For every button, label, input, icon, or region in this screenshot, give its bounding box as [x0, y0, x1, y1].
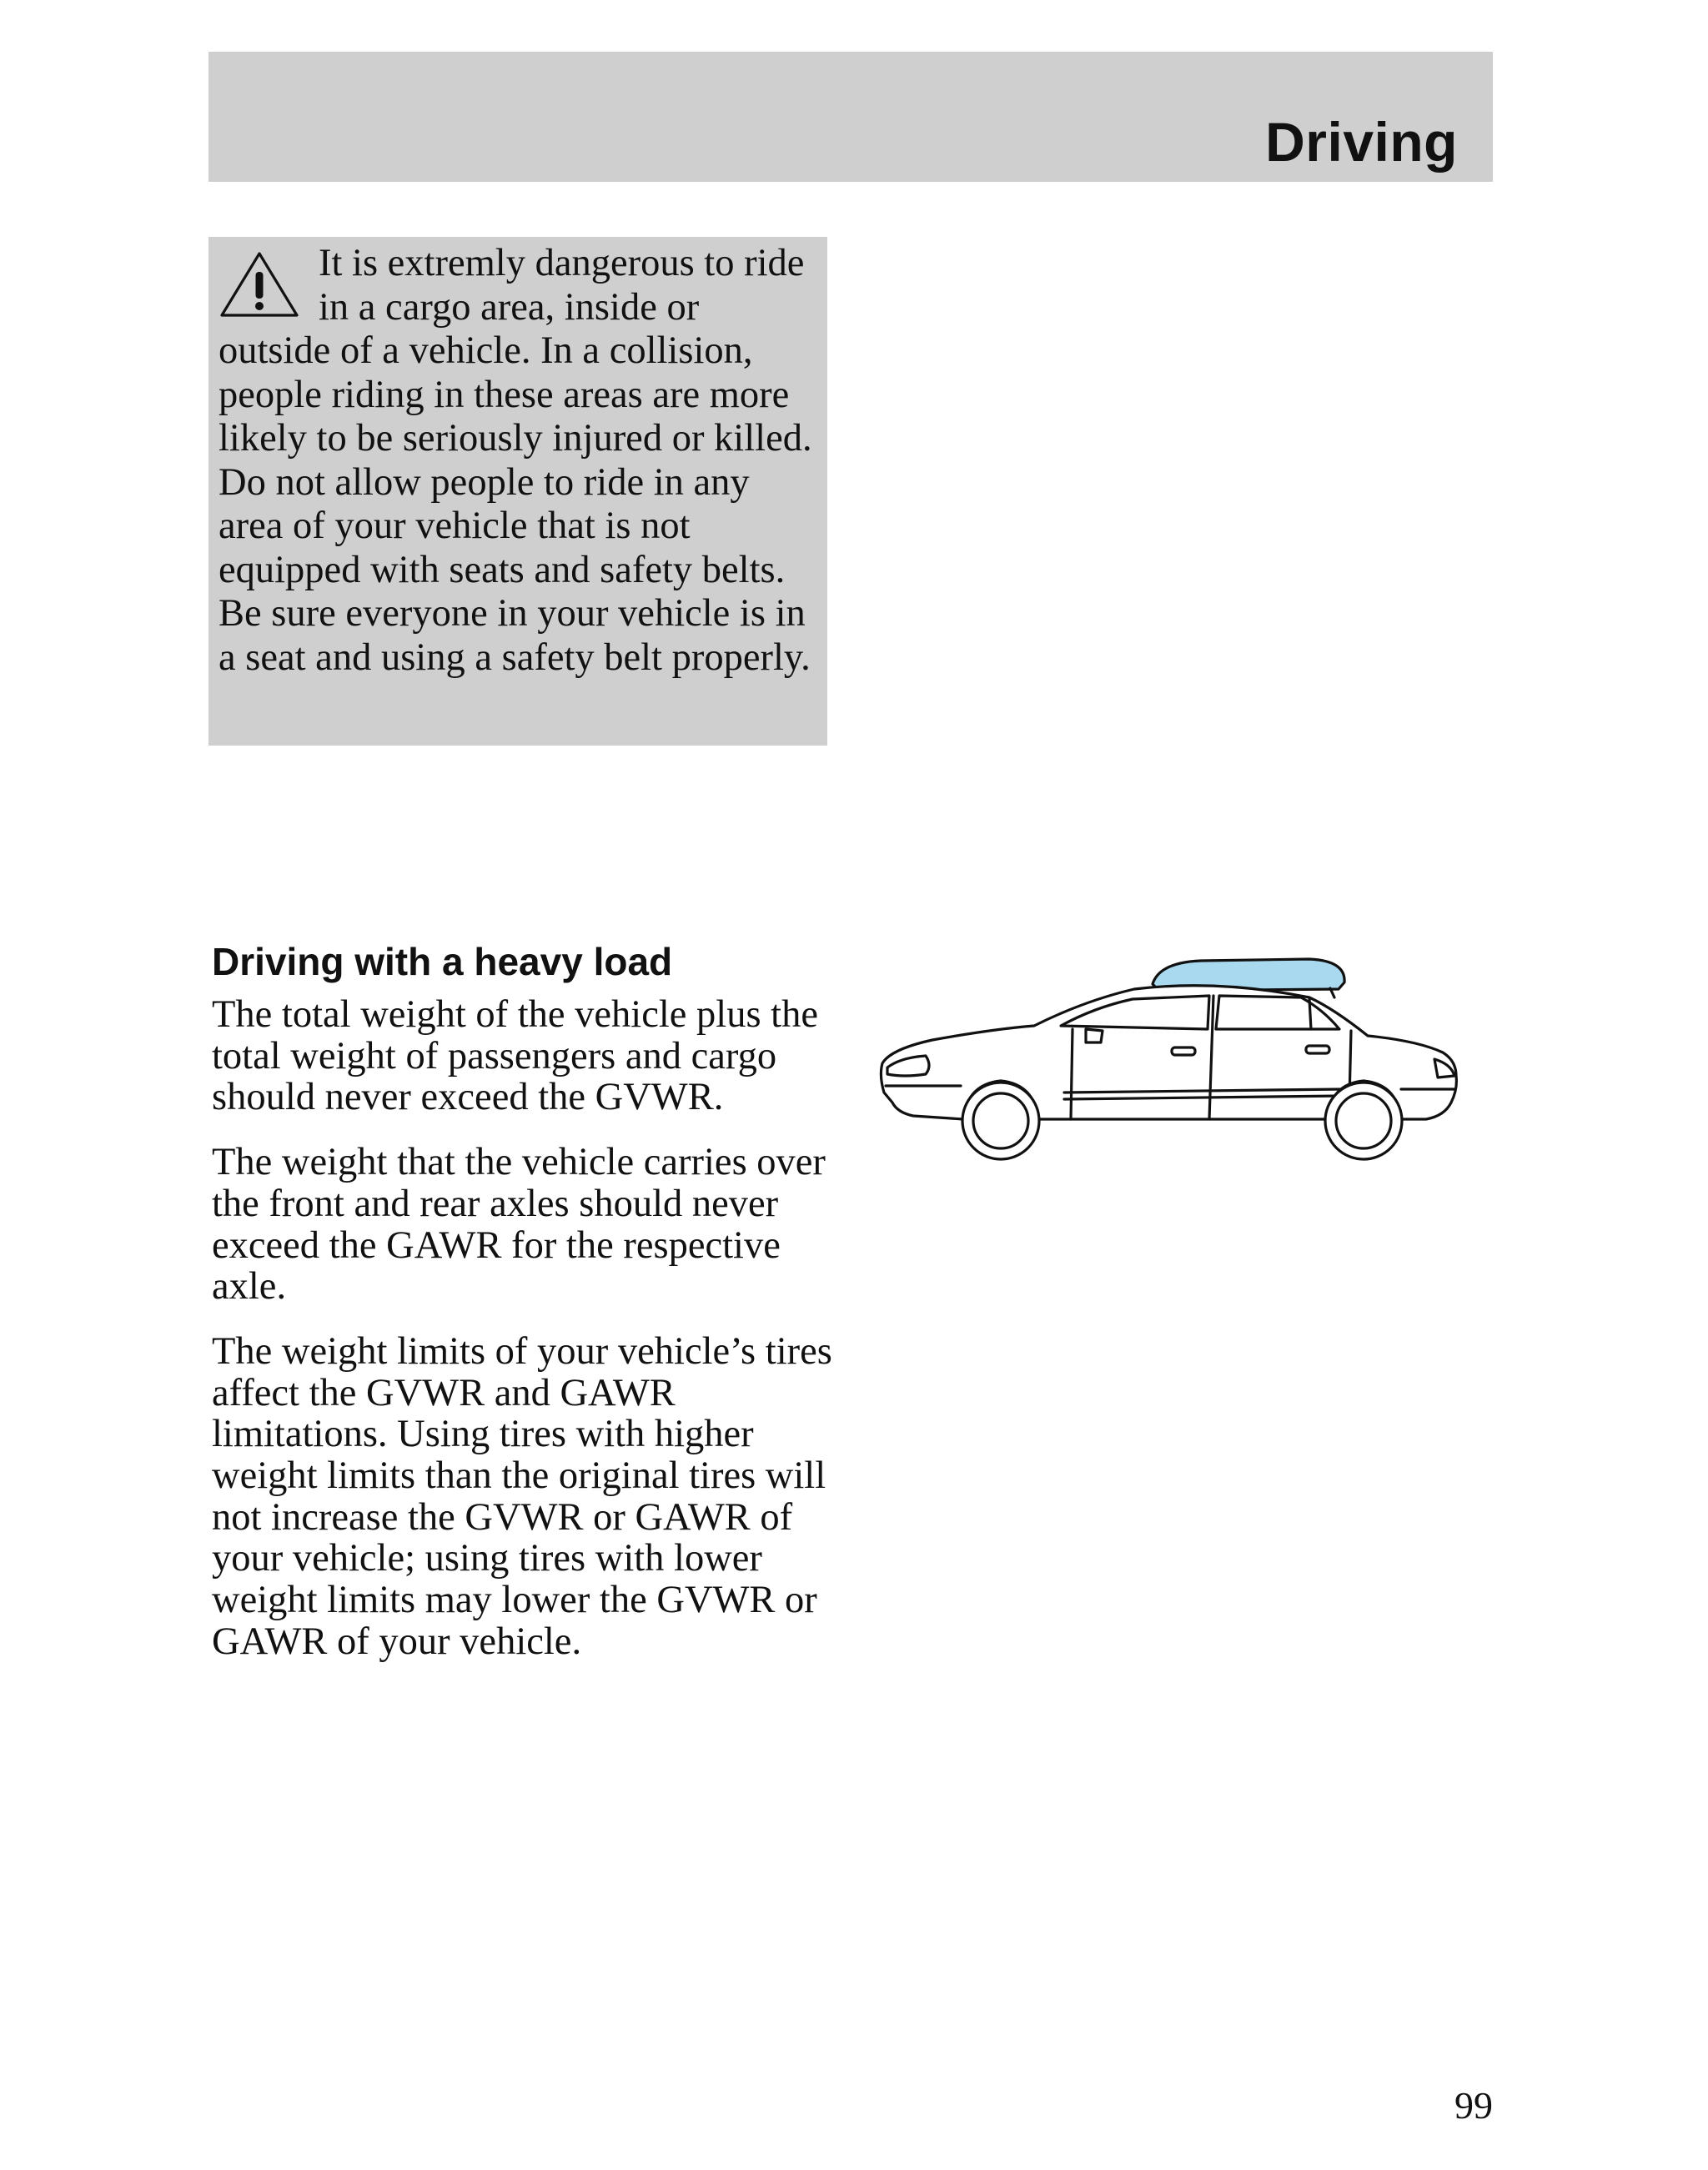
- body-paragraph: The weight limits of your vehicle’s tires affect the GVWR and GAWR limitations. Using tires with higher weight limits than the original tires will not increase the GVWR or GAWR of your vehicle; using tires with lower weight limits may lower the GVWR or GAWR of your vehicle.: [212, 1329, 832, 1663]
- sedan-with-roof-cargo-box-icon: [867, 942, 1493, 1193]
- warning-triangle-icon: [219, 249, 300, 320]
- page-number: 99: [1454, 2084, 1493, 2127]
- section-header-bar: [208, 52, 1493, 182]
- warning-text: It is extremly dangerous to ride in a cargo area, inside or outside of a vehicle. In a collision, people riding in these areas are more likely to be seriously injured or killed. Do not allow people to ride in any area of your vehicle that is not equipped with seats and safety belts. Be sure everyone in your vehicle is in a seat and using a safety belt properly.: [219, 242, 812, 679]
- section-title: Driving: [1265, 111, 1458, 173]
- warning-box: [208, 237, 827, 746]
- body-paragraph: The total weight of the vehicle plus the total weight of passengers and cargo should never exceed the GVWR.: [212, 993, 818, 1119]
- body-paragraph: The weight that the vehicle carries over the front and rear axles should never exceed the GAWR for the respective axle.: [212, 1141, 826, 1309]
- heavy-load-body: [212, 994, 846, 1686]
- heavy-load-heading: Driving with a heavy load: [212, 940, 673, 983]
